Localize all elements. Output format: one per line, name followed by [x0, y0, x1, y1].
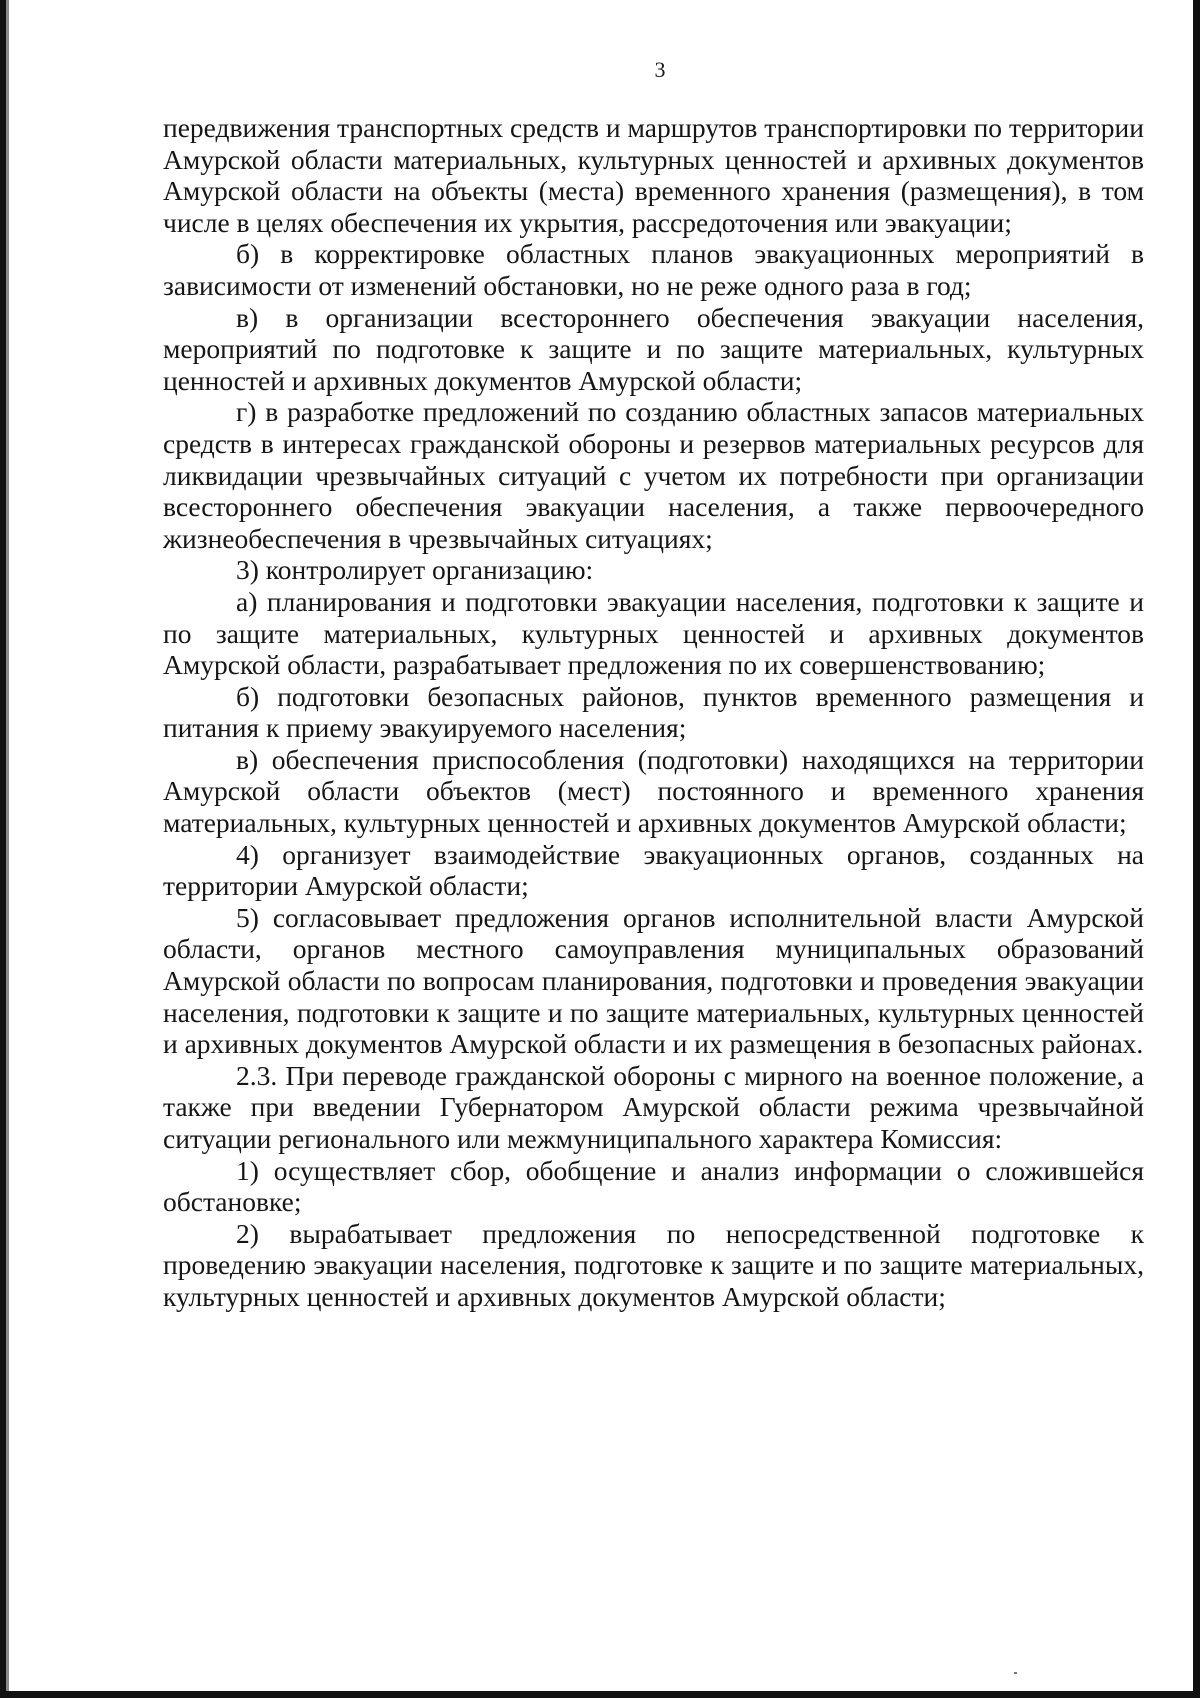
- paragraph: 2) вырабатывает предложения по непосредственной подготовке к проведению эвакуации населения, подготовке к защите и по защите материальных, культурных ценностей и архивных документов Амурской области;: [163, 1217, 1144, 1312]
- paragraph: а) планирования и подготовки эвакуации населения, подготовки к защите и по защите материальных, культурных ценностей и архивных документов Амурской области, разрабатывает предложения по их совершенствованию;: [163, 585, 1144, 681]
- page-number: 3: [654, 57, 666, 82]
- paragraph: б) подготовки безопасных районов, пунктов временного размещения и питания к приему эвакуируемого населения;: [163, 680, 1144, 744]
- paragraph: 2.3. При переводе гражданской обороны с мирного на военное положение, а также при введении Губернатором Амурской области режима чрезвычайной ситуации регионального или межмуниципального характера Комиссия:: [163, 1059, 1144, 1154]
- paragraph: б) в корректировке областных планов эвакуационных мероприятий в зависимости от изменений обстановки, но не реже одного раза в год;: [163, 238, 1144, 301]
- paragraph: 5) согласовывает предложения органов исполнительной власти Амурской области, органов местного самоуправления муниципальных образований Амурской области по вопросам планирования, подготовки и проведения эвакуации населения, подготовки к защите и по защите материальных, культурных ценностей и архивных документов Амурской области и их размещения в безопасных районах.: [163, 901, 1144, 1060]
- scan-border-bottom: [0, 1691, 1200, 1698]
- paragraph: в) обеспечения приспособления (подготовки) находящихся на территории Амурской области объектов (мест) постоянного и временного хранения материальных, культурных ценностей и архивных документов Амурской области;: [163, 743, 1144, 839]
- document-body: [163, 112, 1144, 1313]
- scan-border-left-shadow: [6, 0, 9, 1698]
- paragraph: передвижения транспортных средств и маршрутов транспортировки по территории Амурской области материальных, культурных ценностей и архивных документов Амурской области на объекты (места) временного хранения (размещения), в том числе в целях обеспечения их укрытия, рассредоточения или эвакуации;: [163, 112, 1144, 238]
- paragraph: 4) организует взаимодействие эвакуационных органов, созданных на территории Амурской области;: [163, 838, 1144, 902]
- paragraph: г) в разработке предложений по созданию областных запасов материальных средств в интересах гражданской обороны и резервов материальных ресурсов для ликвидации чрезвычайных ситуаций с учетом их потребности при организации всестороннего обеспечения эвакуации населения, а также первоочередного жизнеобеспечения в чрезвычайных ситуациях;: [163, 396, 1144, 554]
- scan-speck: [1014, 1672, 1017, 1674]
- paragraph: 1) осуществляет сбор, обобщение и анализ информации о сложившейся обстановке;: [163, 1154, 1144, 1218]
- paragraph: 3) контролирует организацию:: [236, 554, 594, 586]
- paragraph: в) в организации всестороннего обеспечения эвакуации населения, мероприятий по подготовке к защите и по защите материальных, культурных ценностей и архивных документов Амурской области;: [163, 301, 1144, 396]
- scan-border-right: [1193, 0, 1200, 1698]
